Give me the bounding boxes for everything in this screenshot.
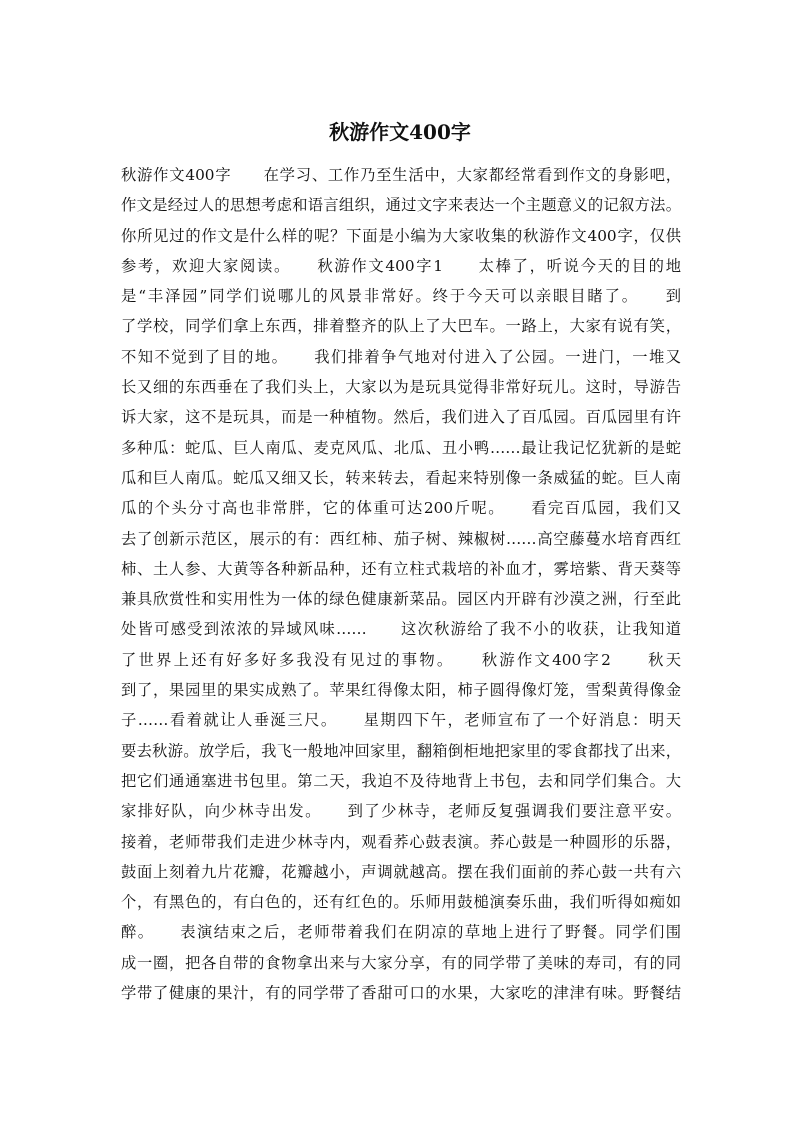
body-text-line: 作文是经过人的思想考虑和语言组织，通过文字来表达一个主题意义的记叙方法。: [121, 196, 681, 215]
document-title: 秋游作文400字: [329, 120, 471, 144]
body-text-line: 去了创新示范区，展示的有：西红柿、茄子树、辣椒树……高空藤蔓水培育西红: [121, 529, 681, 548]
body-text-line: 是“丰泽园”同学们说哪儿的风景非常好。终于今天可以亲眼目睹了。 到: [121, 287, 681, 306]
body-text-line: 个，有黑色的，有白色的，还有红色的。乐师用鼓槌演奏乐曲，我们听得如痴如: [121, 893, 681, 912]
body-text-line: 鼓面上刻着九片花瓣，花瓣越小，声调就越高。摆在我们面前的荞心鼓一共有六: [121, 862, 681, 881]
body-text-line: 诉大家，这不是玩具，而是一种植物。然后，我们进入了百瓜园。百瓜园里有许: [121, 408, 681, 427]
body-text-line: 醉。 表演结束之后，老师带着我们在阴凉的草地上进行了野餐。同学们围: [121, 923, 681, 942]
body-text-line: 要去秋游。放学后，我飞一般地冲回家里，翻箱倒柜地把家里的零食都找了出来，: [121, 741, 681, 760]
body-text-line: 家排好队，向少林寺出发。 到了少林寺，老师反复强调我们要注意平安。: [121, 802, 681, 821]
body-text-line: 子……看着就让人垂涎三尺。 星期四下午，老师宣布了一个好消息：明天: [121, 711, 681, 730]
body-text-line: 多种瓜：蛇瓜、巨人南瓜、麦克风瓜、北瓜、丑小鸭……最让我记忆犹新的是蛇: [121, 438, 681, 457]
body-text-line: 柿、土人参、大黄等各种新品种，还有立柱式栽培的补血才，雾培紫、背天葵等: [121, 559, 681, 578]
body-text-line: 长又细的东西垂在了我们头上，大家以为是玩具觉得非常好玩儿。这时，导游告: [121, 378, 681, 397]
body-text-line: 兼具欣赏性和实用性为一体的绿色健康新菜品。园区内开辟有沙漠之洲，行至此: [121, 590, 681, 609]
body-text-line: 把它们通通塞进书包里。第二天，我迫不及待地背上书包，去和同学们集合。大: [121, 771, 681, 790]
body-text-line: 不知不觉到了目的地。 我们排着争气地对付进入了公园。一进门，一堆又: [121, 347, 681, 366]
body-text-line: 秋游作文400字 在学习、工作乃至生活中，大家都经常看到作文的身影吧，: [121, 166, 681, 184]
body-text-line: 学带了健康的果汁，有的同学带了香甜可口的水果，大家吃的津津有味。野餐结: [121, 984, 681, 1003]
body-text-line: 你所见过的作文是什么样的呢？下面是小编为大家收集的秋游作文400字，仅供: [121, 226, 681, 245]
body-text-line: 参考，欢迎大家阅读。 秋游作文400字1 太棒了，听说今天的目的地: [121, 256, 681, 275]
document-body: [121, 160, 681, 1008]
body-text-line: 了学校，同学们拿上东西，排着整齐的队上了大巴车。一路上，大家有说有笑，: [121, 317, 681, 336]
body-text-line: 了世界上还有好多好多我没有见过的事物。 秋游作文400字2 秋天: [121, 650, 681, 669]
body-text-line: 瓜和巨人南瓜。蛇瓜又细又长，转来转去，看起来特别像一条威猛的蛇。巨人南: [121, 468, 681, 487]
body-text-line: 接着，老师带我们走进少林寺内，观看荞心鼓表演。荞心鼓是一种圆形的乐器，: [121, 832, 681, 851]
body-text-line: 到了，果园里的果实成熟了。苹果红得像太阳，柿子圆得像灯笼，雪梨黄得像金: [121, 681, 681, 700]
body-text-line: 瓜的个头分寸高也非常胖，它的体重可达200斤呢。 看完百瓜园，我们又: [121, 499, 681, 518]
body-text-line: 成一圈，把各自带的食物拿出来与大家分享，有的同学带了美味的寿司，有的同: [121, 953, 681, 972]
body-text-line: 处皆可感受到浓浓的异域风味…… 这次秋游给了我不小的收获，让我知道: [121, 620, 681, 639]
